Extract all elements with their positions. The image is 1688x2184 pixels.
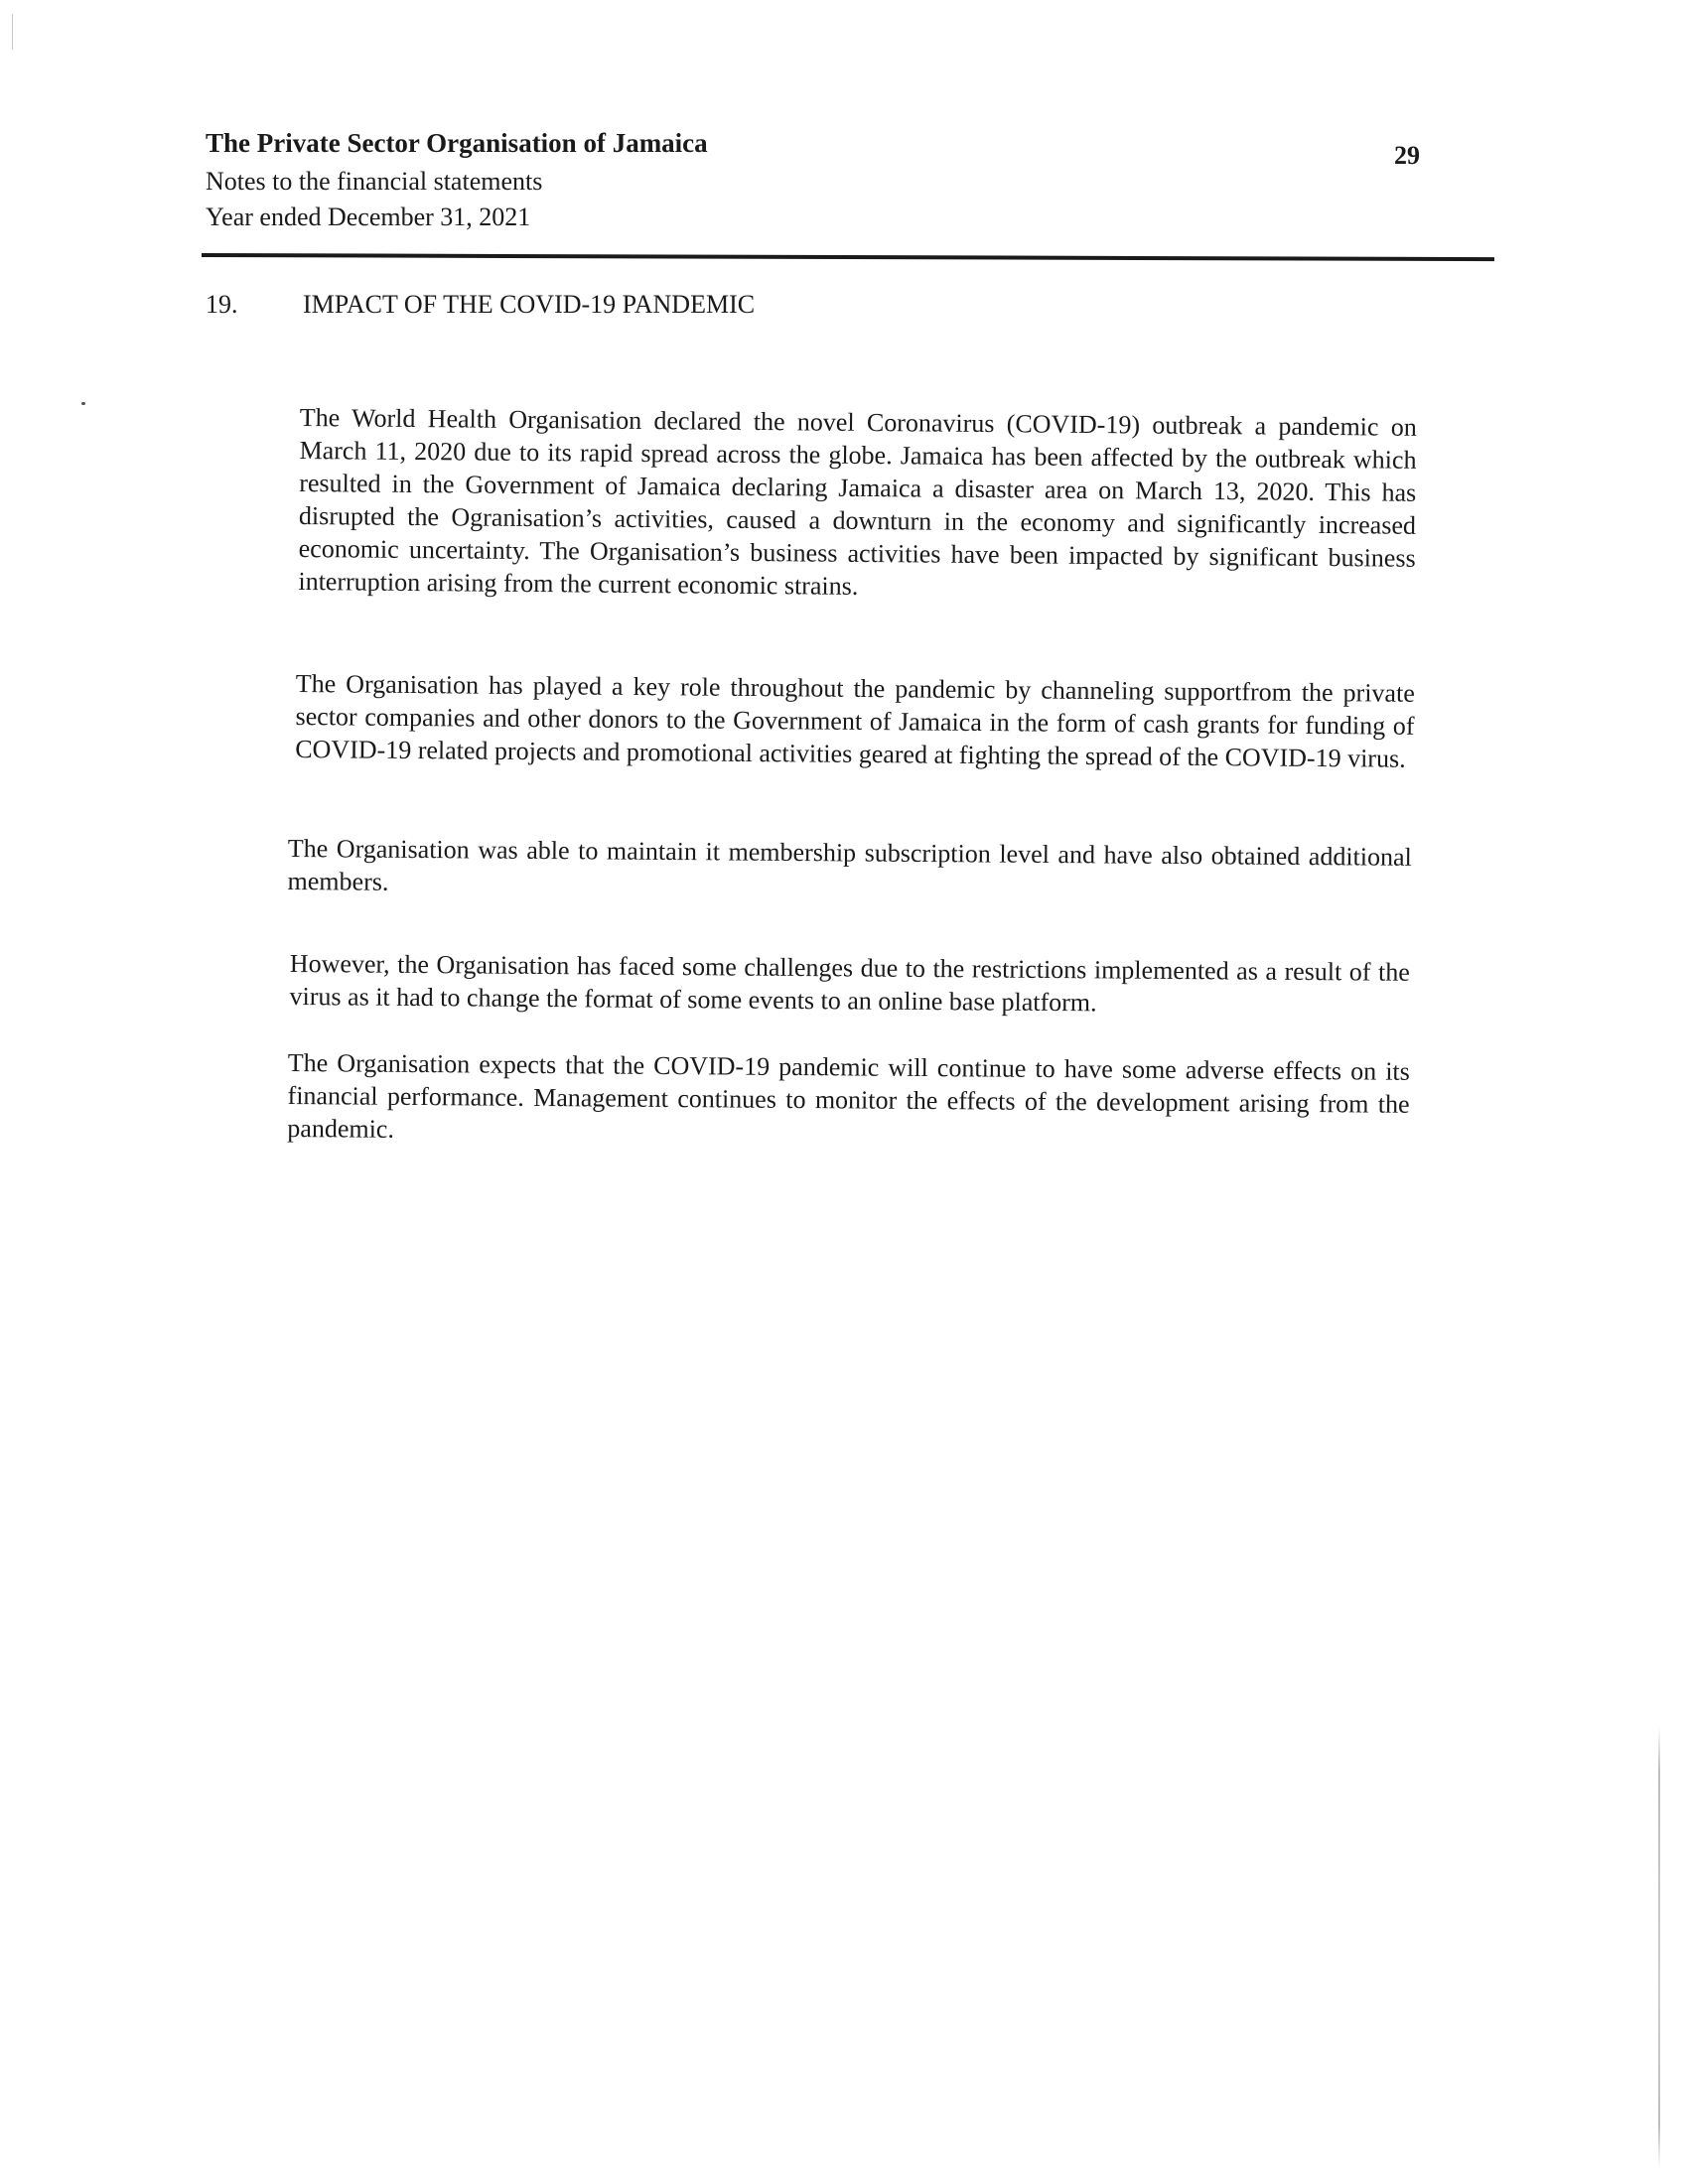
paragraph-declaration: The World Health Organisation declared the novel Coronavirus (COVID-19) outbreak a pandemic on March 11, 2020 due to its rapid spread across the globe. Jamaica has been affected by the outbreak which resulted in the Government of Jamaica declaring Jamaica a disaster area on March 13, 2020. This has disrupted the Ogranisation’s activities, caused a downturn in the economy and significantly increased economic uncertainty. The Organisation’s business activities have been impacted by significant business interruption arising from the current economic strains. [298, 402, 1417, 601]
paragraph-membership: The Organisation was able to maintain it membership subscription level and have also obtained additional members. [287, 833, 1412, 896]
page-number: 29 [1394, 141, 1420, 170]
scan-edge [1658, 1727, 1660, 2169]
paragraph-role: The Organisation has played a key role throughout the pandemic by channeling supportfrom the private sector companies and other donors to the Government of Jamaica in the form of cash grants for funding of COVID-19 related projects and promotional activities geared at fighting the spread of the COVID-19 virus. [295, 668, 1415, 773]
section-number: 19. [206, 290, 238, 319]
statement-subtitle: Notes to the financial statements [206, 167, 543, 196]
section-heading [206, 288, 755, 322]
reporting-period: Year ended December 31, 2021 [206, 203, 531, 231]
organisation-name: The Private Sector Organisation of Jamaica [206, 128, 708, 158]
header-divider [202, 253, 1494, 261]
section-title: IMPACT OF THE COVID-19 PANDEMIC [303, 290, 756, 319]
scan-speck [81, 402, 85, 405]
paragraph-challenges: However, the Organisation has faced some challenges due to the restrictions implemented as a result of the virus as it had to change the format of some events to an online base platform. [289, 948, 1410, 1018]
scan-mark [12, 14, 13, 50]
paragraph-outlook: The Organisation expects that the COVID-19 pandemic will continue to have some adverse effects on its financial performance. Management continues to monitor the effects of the development arising from the pandemic. [287, 1047, 1410, 1144]
